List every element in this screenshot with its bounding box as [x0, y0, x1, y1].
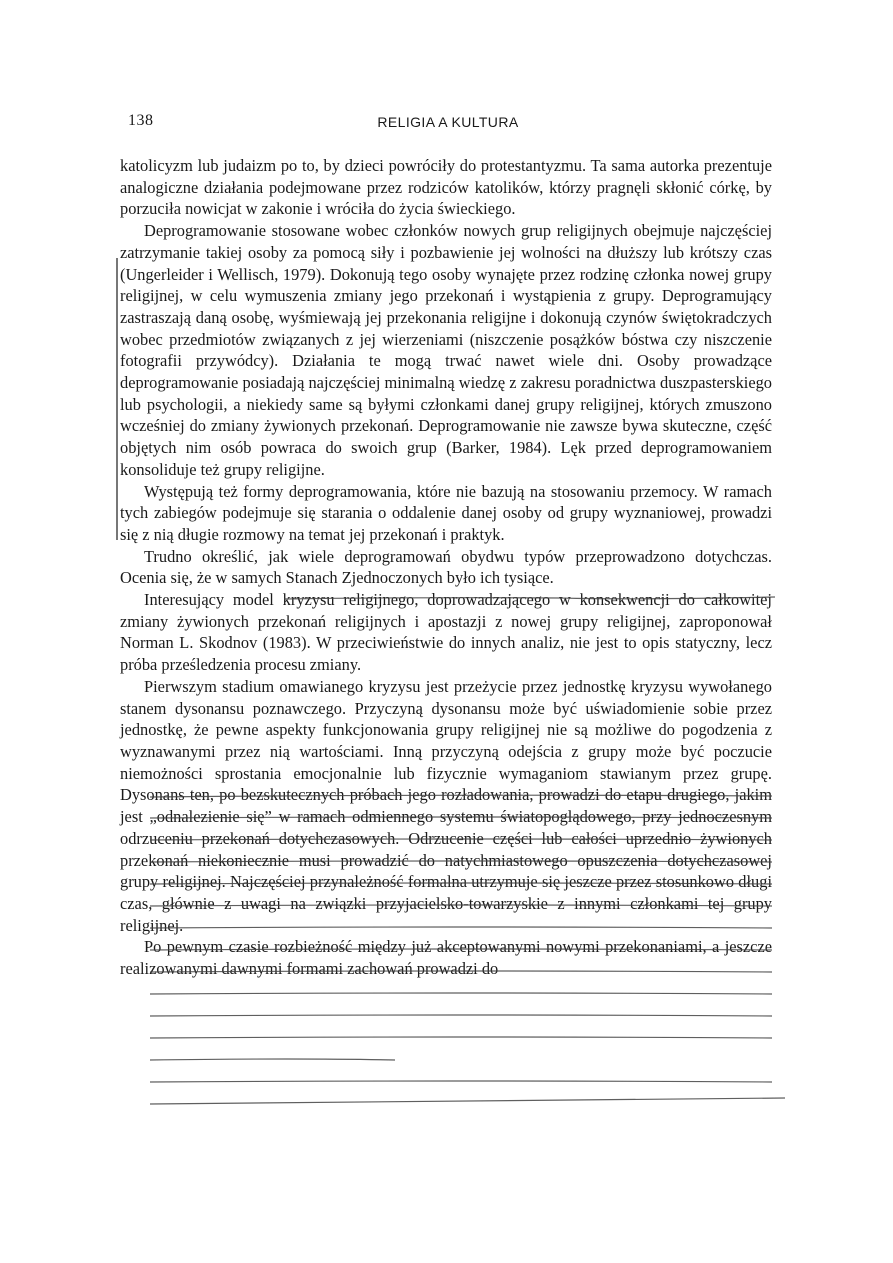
paragraph: Interesujący model kryzysu religijnego, doprowadzającego w konsekwencji do całkowitej zmiany żywionych przekonań religijnych i apostazji z nowej grupy religijnej, zaproponował Norman L. Skodnov (1983). W przeciwieństwie do innych analiz, nie jest to opis statyczny, lecz próba prześledzenia procesu zmiany. [120, 590, 772, 675]
paragraph-underlined: Pierwszym stadium omawianego kryzysu jest przeżycie przez jednostkę kryzysu wywołanego stanem dysonansu poznawczego. Przyczyną dysonansu może być uświadomienie sobie przez jednostkę, że pewne aspekty funkcjonowania grupy religijnej nie są możliwe do pogodzenia z wyznawanymi przez nią wartościami. Inną przyczyną odejścia z grupy może być poczucie niemożności sprostania emocjonalnie lub fizycznie wymaganiom stawianym przez grupę. Dysonans ten, po bezskutecznych próbach jego rozładowania, prowadzi do etapu drugiego, jakim jest „odnalezienie się” w ramach odmiennego systemu światopoglądowego, przy jednoczesnym odrzuceniu przekonań dotychczasowych. Odrzucenie części lub całości uprzednio żywionych przekonań niekoniecznie musi prowadzić do natychmiastowego opuszczenia dotychczasowej grupy religijnej. Najczęściej przynależność formalna utrzymuje się jeszcze przez stosunkowo długi czas, głównie z uwagi na związki przyjacielsko-towarzyskie z innymi członkami tej grupy religijnej. [120, 676, 772, 935]
pencil-underline [150, 993, 772, 994]
pencil-underline [150, 1059, 395, 1060]
paragraph: Po pewnym czasie rozbieżność między już akceptowanymi nowymi przekonaniami, a jeszcze realizowanymi dawnymi formami zachowań prowadzi do [120, 937, 772, 979]
page-header [112, 112, 784, 138]
pencil-underline [150, 1037, 772, 1038]
page-number: 138 [128, 112, 154, 129]
paragraph: Występują też formy deprogramowania, które nie bazują na stosowaniu przemocy. W ramach tych zabiegów podejmuje się starania o oddalenie danej osoby od grupy wyznaniowej, prowadzi się z nią długie rozmowy na temat jej przekonań i praktyk. [120, 481, 772, 544]
pencil-underline [150, 1015, 772, 1016]
running-head: RELIGIA A KULTURA [377, 114, 519, 130]
margin-bracket-line [116, 258, 118, 540]
body-text [120, 155, 772, 980]
paragraph: katolicyzm lub judaizm po to, by dzieci powróciły do protestantyzmu. Ta sama autorka prezentuje analogiczne działania podejmowane przez rodziców katolików, którzy pragnęli skłonić córkę, by porzuciła nowicjat w zakonie i wróciła do życia świeckiego. [120, 156, 772, 219]
pencil-underline [150, 1098, 785, 1104]
pencil-underline [150, 1081, 772, 1082]
paragraph: Deprogramowanie stosowane wobec członków nowych grup religijnych obejmuje najczęściej zatrzymanie takiej osoby za pomocą siły i pozbawienie jej wolności na dłuższy lub krótszy czas (Ungerleider i Wellisch, 1979). Dokonują tego osoby wynajęte przez rodzinę członka nowej grupy religijnej, w celu wymuszenia zmiany jego przekonań i wystąpienia z grupy. Deprogramujący zastraszają daną osobę, wyśmiewają jej przekonania religijne i dokonują czynów świętokradczych wobec przedmiotów związanych z jej wierzeniami (niszczenie posążków bóstwa czy niszczenie fotografii przywódcy). Działania te mogą trwać nawet wiele dni. Osoby prowadzące deprogramowanie posiadają najczęściej minimalną wiedzę z zakresu poradnictwa duszpasterskiego lub psychologii, a niekiedy same są byłymi członkami danej grupy religijnej, których zmuszono wcześniej do zmiany żywionych przekonań. Deprogramowanie nie zawsze bywa skuteczne, część objętych nim osób powraca do swoich grup (Barker, 1984). Lęk przed deprogramowaniem konsoliduje też grupy religijne. [120, 221, 772, 479]
paragraph: Trudno określić, jak wiele deprogramowań obydwu typów przeprowadzono dotychczas. Ocenia się, że w samych Stanach Zjednoczonych było ich tysiące. [120, 546, 772, 588]
